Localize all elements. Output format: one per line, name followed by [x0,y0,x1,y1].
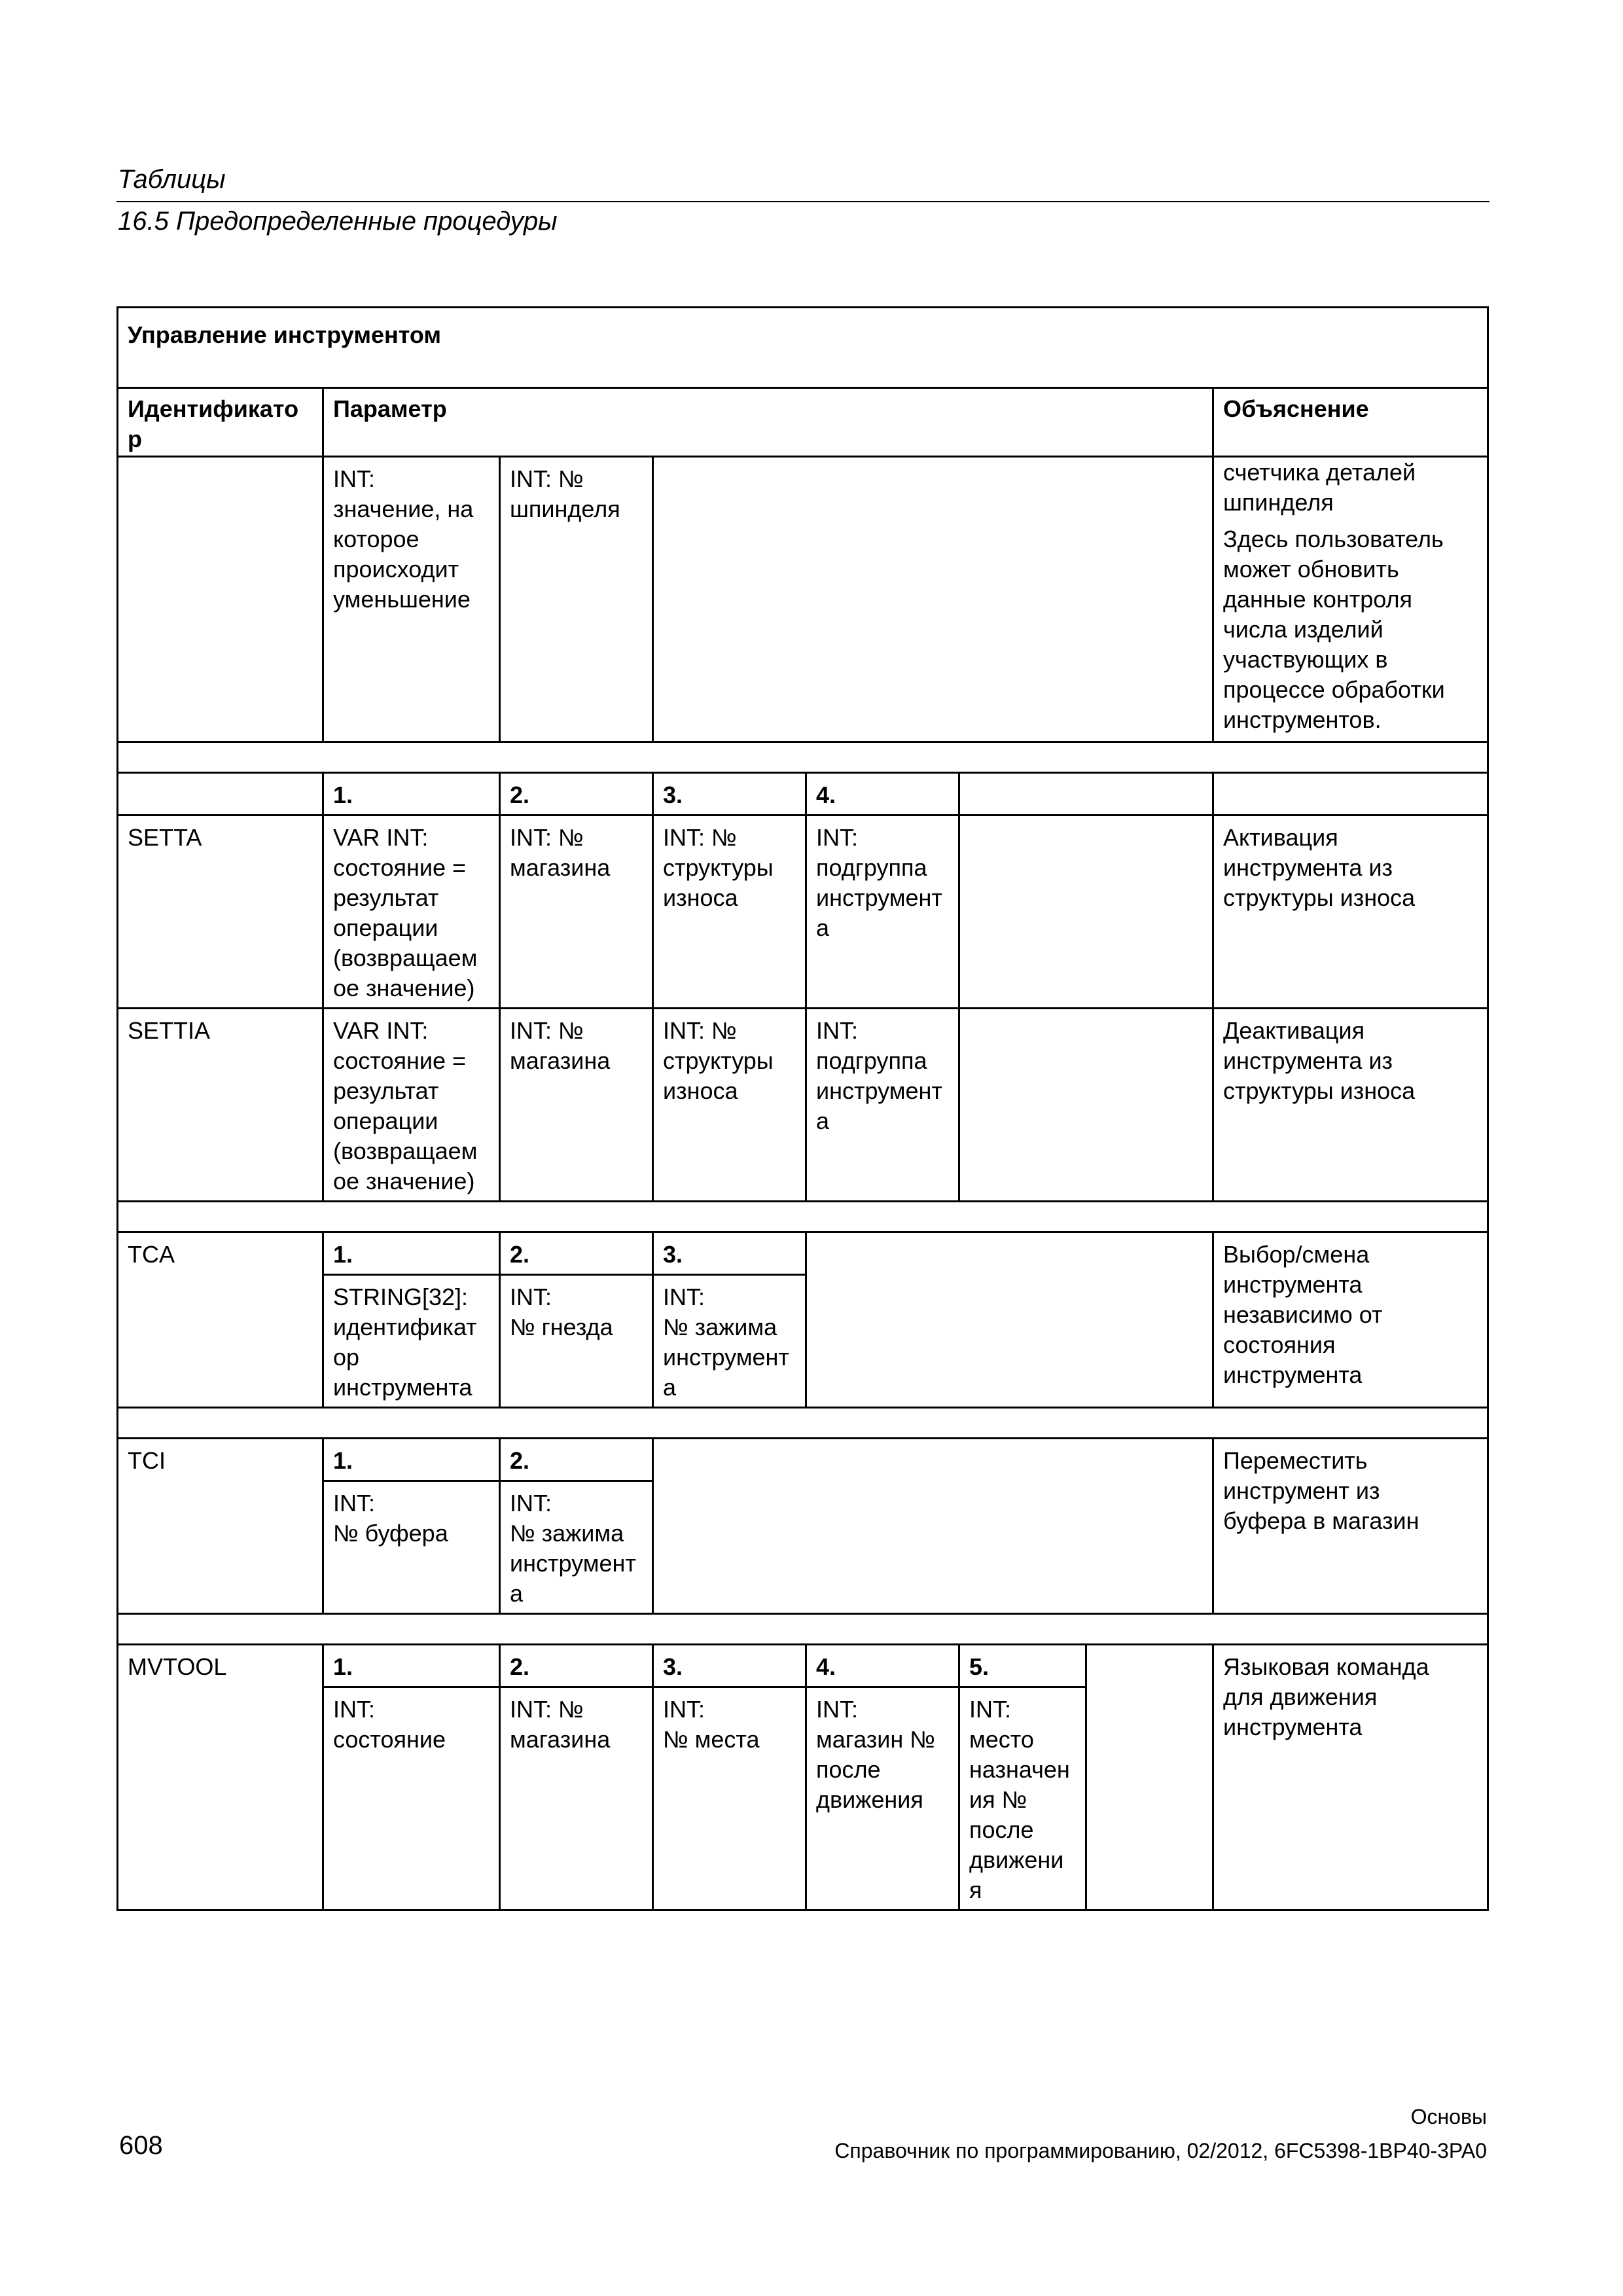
setta-identifier: SETTA [118,816,323,1009]
settia-param-4: INT: подгруппа инструмент а [806,1009,959,1202]
continued-explanation-1: счетчика деталей шпинделя [1223,459,1416,516]
continued-param-2: INT: № шпинделя [500,457,653,742]
header-section: 16.5 Предопределенные процедуры [118,207,558,236]
table-row-setta [118,816,1488,1009]
tca-param-1: STRING[32]: идентификат ор инструмента [323,1275,500,1408]
header-rule [116,201,1489,202]
tca-number-row [118,1232,1488,1275]
table-spacer-row [118,1202,1488,1232]
mvtool-explanation: Языковая команда для движения инструмента [1213,1645,1488,1910]
settia-param-3: INT: № структуры износа [653,1009,806,1202]
tca-explanation: Выбор/смена инструмента независимо от состояния инструмента [1213,1232,1488,1408]
tci-identifier: TCI [118,1439,323,1614]
continued-identifier [118,457,323,742]
tci-number-row [118,1439,1488,1481]
mvtool-param-5: INT: место назначен ия № после движени я [959,1687,1086,1910]
setta-num-2: 2. [500,773,653,816]
tci-num-1: 1. [323,1439,500,1481]
mvtool-param-1: INT: состояние [323,1687,500,1910]
continued-param-1: INT: значение, на которое происходит уменьшение [323,457,500,742]
continued-explanation-2: Здесь пользователь может обновить данные контроля числа изделий участвующих в процессе обработки инструментов. [1223,526,1445,733]
column-header-explanation: Объяснение [1213,388,1488,457]
settia-explanation: Деактивация инструмента из структуры износа [1213,1009,1488,1202]
mvtool-num-2: 2. [500,1645,653,1687]
mvtool-num-3: 3. [653,1645,806,1687]
tca-num-1: 1. [323,1232,500,1275]
tca-num-2: 2. [500,1232,653,1275]
continued-explanation [1213,457,1488,742]
setta-param-3: INT: № структуры износа [653,816,806,1009]
setta-number-row [118,773,1488,816]
tca-identifier: TCA [118,1232,323,1408]
tca-param-2: INT: № гнезда [500,1275,653,1408]
tci-param-1: INT: № буфера [323,1481,500,1614]
tca-param-3: INT: № зажима инструмент а [653,1275,806,1408]
footer-book-title: Основы [1410,2105,1487,2128]
setta-num-3: 3. [653,773,806,816]
mvtool-num-1: 1. [323,1645,500,1687]
continued-param-empty [653,457,1213,742]
setta-explanation: Активация инструмента из структуры износа [1213,816,1488,1009]
table-title: Управление инструментом [118,308,1488,388]
footer-page-number: 608 [119,2131,163,2160]
settia-param-2: INT: № магазина [500,1009,653,1202]
mvtool-number-row [118,1645,1488,1687]
tool-management-table [116,306,1489,1911]
table-spacer-row [118,742,1488,773]
setta-num-1: 1. [323,773,500,816]
mvtool-param-3: INT: № места [653,1687,806,1910]
table-row-settia [118,1009,1488,1202]
tci-explanation: Переместить инструмент из буфера в магазин [1213,1439,1488,1614]
settia-identifier: SETTIA [118,1009,323,1202]
table-spacer-row [118,1408,1488,1439]
mvtool-param-2: INT: № магазина [500,1687,653,1910]
table-header-row [118,388,1488,457]
table-spacer-row [118,1614,1488,1645]
mvtool-param-4: INT: магазин № после движения [806,1687,959,1910]
table-title-row [118,308,1488,388]
header-chapter: Таблицы [118,165,226,194]
tci-num-2: 2. [500,1439,653,1481]
tci-param-2: INT: № зажима инструмент а [500,1481,653,1614]
table-row-continued [118,457,1488,742]
footer-reference: Справочник по программированию, 02/2012, 6FC5398-1BP40-3PA0 [834,2139,1487,2162]
setta-param-2: INT: № магазина [500,816,653,1009]
settia-param-1: VAR INT: состояние = результат операции (возвращаем ое значение) [323,1009,500,1202]
mvtool-num-4: 4. [806,1645,959,1687]
tca-num-3: 3. [653,1232,806,1275]
column-header-parameter: Параметр [323,388,1213,457]
column-header-identifier: Идентификатор [118,388,323,457]
setta-param-1: VAR INT: состояние = результат операции (возвращаем ое значение) [323,816,500,1009]
mvtool-identifier: MVTOOL [118,1645,323,1910]
setta-num-4: 4. [806,773,959,816]
setta-param-4: INT: подгруппа инструмент а [806,816,959,1009]
mvtool-num-5: 5. [959,1645,1086,1687]
